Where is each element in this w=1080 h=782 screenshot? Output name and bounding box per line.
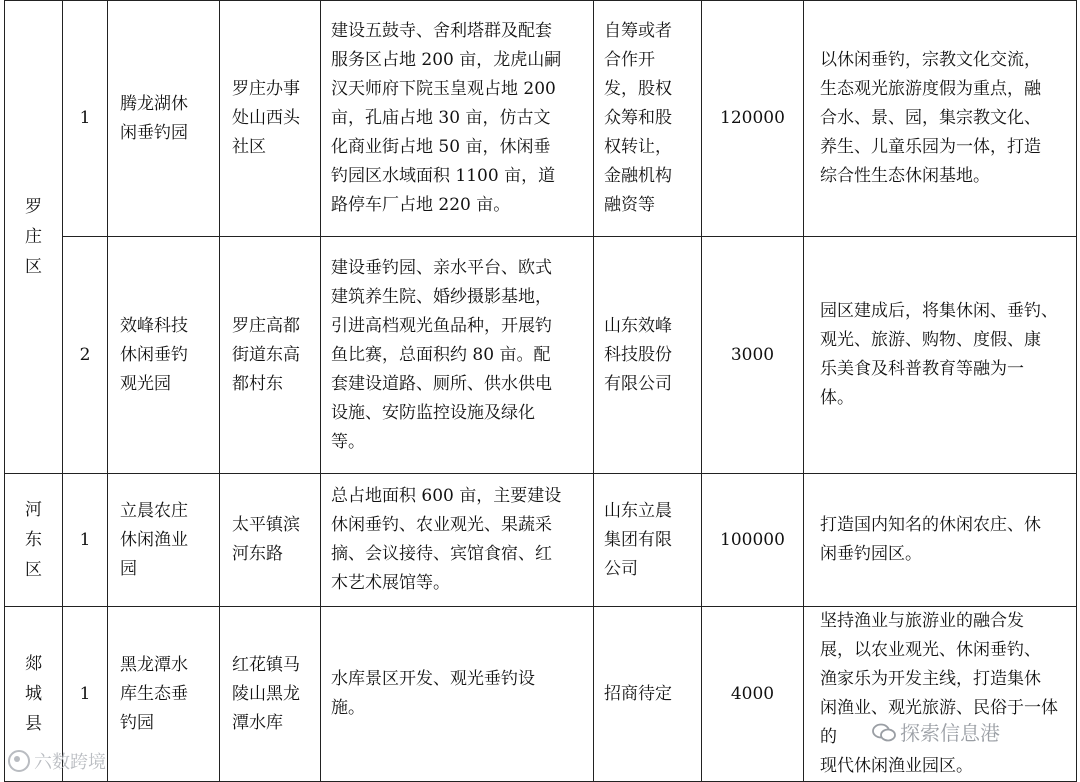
cooperation-method: 招商待定 (594, 607, 702, 782)
project-name: 效峰科技 休闲垂钓 观光园 (108, 237, 220, 474)
region-cell: 罗 庄 区 (5, 1, 63, 474)
cooperation-method: 自筹或者 合作开 发，股权 众筹和股 权转让， 金融机构 融资等 (594, 1, 702, 237)
watermark-logo-icon (8, 750, 30, 772)
project-name: 黑龙潭水 库生态垂 钓园 (108, 607, 220, 782)
investment-amount: 3000 (702, 237, 804, 474)
project-goal: 坚持渔业与旅游业的融合发 展，以农业观光、休闲垂钓、 渔家乐为开发主线，打造集休 闲渔业、观光旅游、民俗于一体的 现代休闲渔业园区。 (804, 607, 1077, 782)
project-name: 腾龙湖休 闲垂钓园 (108, 1, 220, 237)
project-location: 红花镇马 陵山黑龙 潭水库 (220, 607, 321, 782)
row-number: 1 (63, 607, 108, 782)
project-goal: 以休闲垂钓，宗教文化交流， 生态观光旅游度假为重点，融 合水、景、园，集宗教文化、 养生、儿童乐园为一体，打造 综合性生态休闲基地。 (804, 1, 1077, 237)
cooperation-method: 山东立晨 集团有限 公司 (594, 474, 702, 607)
project-location: 罗庄高都 街道东高 都村东 (220, 237, 321, 474)
project-content: 建设五鼓寺、舍利塔群及配套 服务区占地 200 亩，龙虎山嗣 汉天师府下院玉皇观占地 200 亩，孔庙占地 30 亩，仿古文 化商业街占地 50 亩，休闲垂 钓园区水域面积 1100 亩，道 路停车厂占地 220 亩。 (321, 1, 594, 237)
project-goal: 打造国内知名的休闲农庄、休 闲垂钓园区。 (804, 474, 1077, 607)
project-location: 太平镇滨 河东路 (220, 474, 321, 607)
row-number: 1 (63, 474, 108, 607)
investment-amount: 4000 (702, 607, 804, 782)
watermark-left-text: 六数跨境 (34, 752, 106, 773)
project-content: 建设垂钓园、亲水平台、欧式 建筑养生院、婚纱摄影基地， 引进高档观光鱼品种，开展钓 鱼比赛，总面积约 80 亩。配 套建设道路、厕所、供水供电 设施、安防监控设施及绿化 等。 (321, 237, 594, 474)
investment-amount: 120000 (702, 1, 804, 237)
table-row (5, 474, 1077, 607)
row-number: 2 (63, 237, 108, 474)
table-row (5, 1, 1077, 237)
region-cell: 郯 城 县 (5, 607, 63, 782)
project-content: 总占地面积 600 亩，主要建设 休闲垂钓、农业观光、果蔬采 摘、会议接待、宾馆食宿、红 木艺术展馆等。 (321, 474, 594, 607)
table-row (5, 607, 1077, 782)
project-content: 水库景区开发、观光垂钓设 施。 (321, 607, 594, 782)
region-cell: 河 东 区 (5, 474, 63, 607)
table-row (5, 237, 1077, 474)
project-name: 立晨农庄 休闲渔业 园 (108, 474, 220, 607)
wechat-icon (872, 723, 894, 741)
watermark-right-text: 探索信息港 (900, 721, 1000, 745)
projects-table (4, 0, 1077, 782)
row-number: 1 (63, 1, 108, 237)
watermark-right (872, 717, 1000, 746)
investment-amount: 100000 (702, 474, 804, 607)
project-location: 罗庄办事 处山西头 社区 (220, 1, 321, 237)
watermark-left (8, 748, 106, 774)
project-goal: 园区建成后，将集休闲、垂钓、 观光、旅游、购物、度假、康 乐美食及科普教育等融为一 体。 (804, 237, 1077, 474)
cooperation-method: 山东效峰 科技股份 有限公司 (594, 237, 702, 474)
